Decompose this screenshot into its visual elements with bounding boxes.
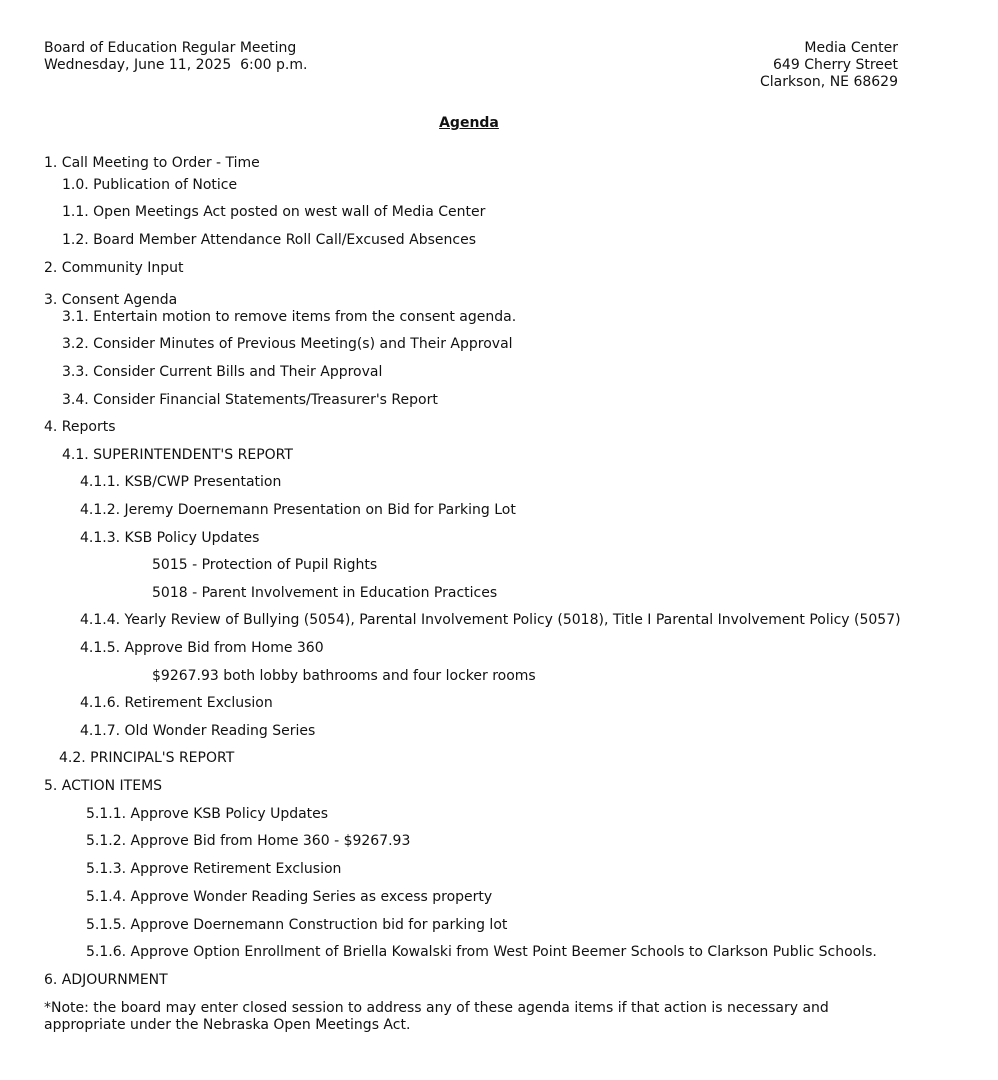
location-name: Media Center (804, 40, 898, 56)
agenda-item-4-1-5: 4.1.5. Approve Bid from Home 360 (80, 640, 324, 656)
agenda-item-3-2: 3.2. Consider Minutes of Previous Meeting(s) and Their Approval (62, 336, 513, 352)
agenda-item-3-4: 3.4. Consider Financial Statements/Treasurer's Report (62, 392, 438, 408)
agenda-item-1-2: 1.2. Board Member Attendance Roll Call/Excused Absences (62, 232, 476, 248)
agenda-item-4-2: 4.2. PRINCIPAL'S REPORT (59, 750, 235, 766)
agenda-item-4-1-4: 4.1.4. Yearly Review of Bullying (5054), Parental Involvement Policy (5018), Title I Parental Involvement Policy (5057) (80, 612, 901, 628)
agenda-item-4-1-1: 4.1.1. KSB/CWP Presentation (80, 474, 282, 490)
meeting-location (760, 40, 898, 91)
agenda-item-5-1-4: 5.1.4. Approve Wonder Reading Series as excess property (86, 889, 493, 905)
agenda-item-5-1-3: 5.1.3. Approve Retirement Exclusion (86, 861, 342, 877)
agenda-subitem-5015: 5015 - Protection of Pupil Rights (152, 557, 378, 573)
agenda-item-1: 1. Call Meeting to Order - Time (44, 155, 260, 171)
meeting-name: Board of Education Regular Meeting (44, 40, 297, 56)
meeting-datetime: Wednesday, June 11, 2025 6:00 p.m. (44, 57, 308, 73)
closed-session-note: *Note: the board may enter closed session to address any of these agenda items if that action is necessary and appropriate under the Nebraska Open Meetings Act. (44, 1000, 829, 1033)
agenda-item-1-0: 1.0. Publication of Notice (62, 177, 238, 193)
agenda-item-2: 2. Community Input (44, 260, 184, 276)
agenda-item-1-1: 1.1. Open Meetings Act posted on west wall of Media Center (62, 204, 486, 220)
agenda-subitem-bid-amount: $9267.93 both lobby bathrooms and four locker rooms (152, 668, 536, 684)
agenda-item-3-1: 3.1. Entertain motion to remove items from the consent agenda. (62, 309, 517, 325)
agenda-item-5-1-6: 5.1.6. Approve Option Enrollment of Briella Kowalski from West Point Beemer Schools to Clarkson Public Schools. (86, 944, 877, 960)
location-street: 649 Cherry Street (773, 57, 898, 73)
agenda-item-5-1-1: 5.1.1. Approve KSB Policy Updates (86, 806, 329, 822)
agenda-item-4-1-7: 4.1.7. Old Wonder Reading Series (80, 723, 316, 739)
agenda-item-3: 3. Consent Agenda (44, 292, 178, 308)
meeting-info (44, 40, 307, 74)
agenda-item-4: 4. Reports (44, 419, 116, 435)
agenda-item-5-1-2: 5.1.2. Approve Bid from Home 360 - $9267.93 (86, 833, 411, 849)
agenda-item-5: 5. ACTION ITEMS (44, 778, 163, 794)
agenda-item-4-1: 4.1. SUPERINTENDENT'S REPORT (62, 447, 293, 463)
agenda-subitem-5018: 5018 - Parent Involvement in Education Practices (152, 585, 498, 601)
location-city: Clarkson, NE 68629 (759, 74, 898, 90)
agenda-item-3-3: 3.3. Consider Current Bills and Their Approval (62, 364, 383, 380)
agenda-item-4-1-6: 4.1.6. Retirement Exclusion (80, 695, 273, 711)
agenda-item-5-1-5: 5.1.5. Approve Doernemann Construction bid for parking lot (86, 917, 508, 933)
agenda-item-4-1-3: 4.1.3. KSB Policy Updates (80, 530, 260, 546)
agenda-title: Agenda (439, 115, 499, 131)
agenda-item-6: 6. ADJOURNMENT (44, 972, 168, 988)
agenda-item-4-1-2: 4.1.2. Jeremy Doernemann Presentation on Bid for Parking Lot (80, 502, 516, 518)
